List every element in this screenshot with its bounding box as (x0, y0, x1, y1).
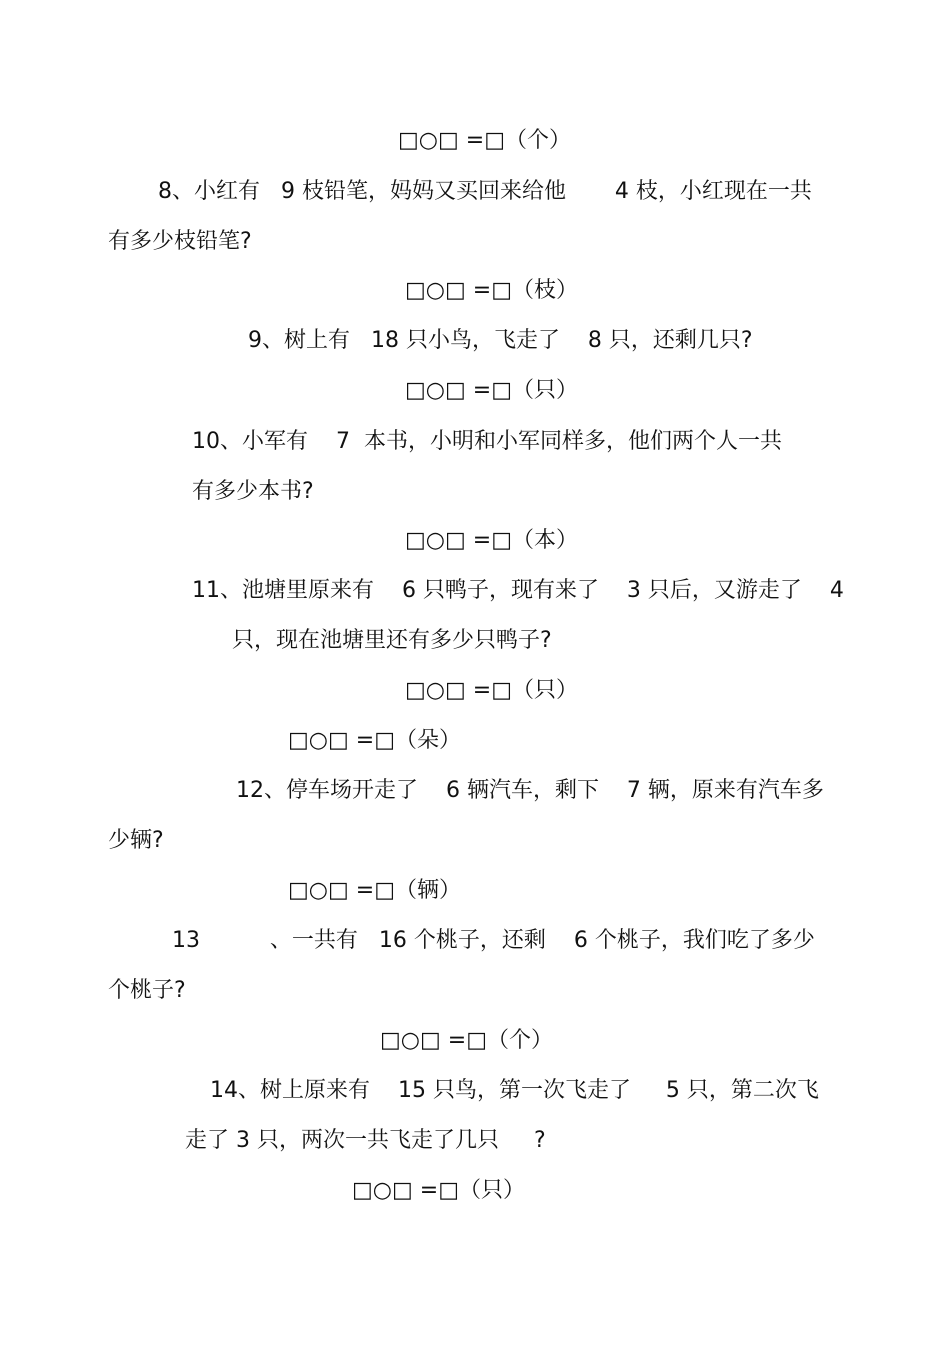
answer-box-problem-12: □○□ =□（辆） (288, 878, 461, 903)
problem-8-line-1: 8、小红有 9 枝铅笔，妈妈又买回来给他 4 枝，小红现在一共 (158, 179, 812, 204)
problem-14-line-1: 14、树上原来有 15 只鸟，第一次飞走了 5 只，第二次飞 (210, 1078, 819, 1103)
answer-box-problem-13: □○□ =□（个） (380, 1028, 553, 1053)
problem-10-line-2: 有多少本书? (192, 479, 314, 504)
answer-box-problem-14: □○□ =□（只） (352, 1178, 525, 1203)
answer-box-problem-9: □○□ =□（只） (405, 378, 578, 403)
answer-box-extra: □○□ =□（朵） (288, 728, 461, 753)
answer-box-problem-11: □○□ =□（只） (405, 678, 578, 703)
problem-13-line-2: 个桃子? (108, 978, 186, 1003)
answer-box-problem-8: □○□ =□（枝） (405, 278, 578, 303)
problem-11-line-1: 11、池塘里原来有 6 只鸭子，现有来了 3 只后，又游走了 4 (192, 578, 844, 603)
problem-9-line-1: 9、树上有 18 只小鸟，飞走了 8 只，还剩几只? (248, 328, 753, 353)
problem-12-line-2: 少辆? (108, 828, 164, 853)
answer-box-problem-10: □○□ =□（本） (405, 528, 578, 553)
problem-12-line-1: 12、停车场开走了 6 辆汽车，剩下 7 辆，原来有汽车多 (236, 778, 824, 803)
answer-box-line-1: □○□ =□（个） (398, 128, 571, 153)
problem-11-line-2: 只，现在池塘里还有多少只鸭子? (232, 628, 552, 653)
problem-14-line-2: 走了 3 只，两次一共飞走了几只 ? (185, 1128, 546, 1153)
problem-10-line-1: 10、小军有 7 本书，小明和小军同样多，他们两个人一共 (192, 429, 782, 454)
problem-13-line-1: 13 、一共有 16 个桃子，还剩 6 个桃子，我们吃了多少 (172, 928, 815, 953)
problem-8-line-2: 有多少枝铅笔? (108, 229, 252, 254)
